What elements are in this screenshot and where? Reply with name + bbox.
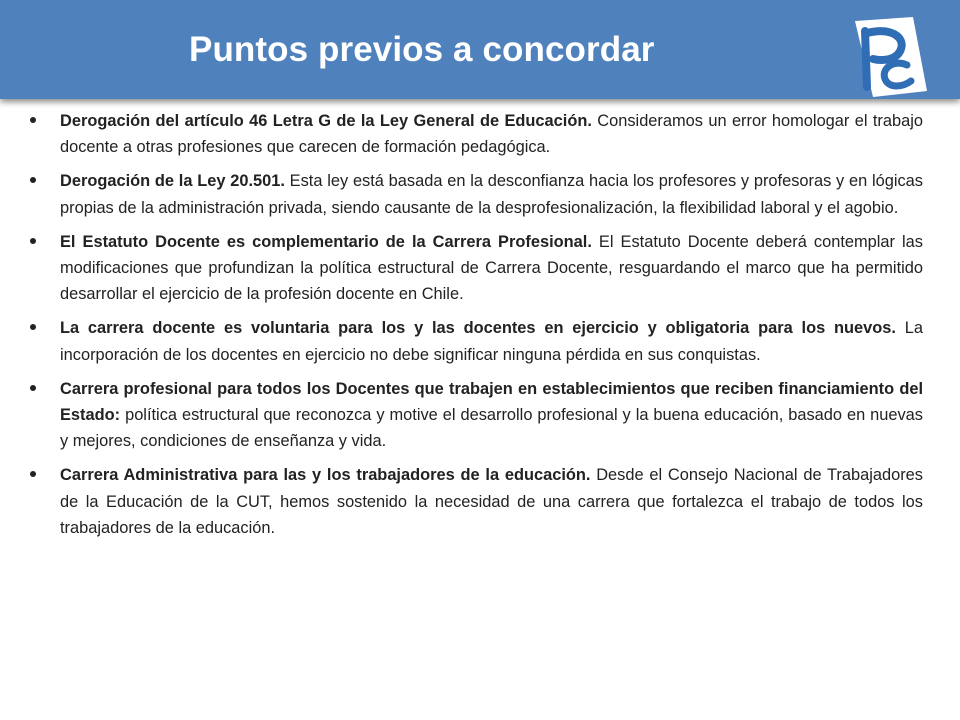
bullet-item — [30, 315, 923, 367]
pdc-logo-icon — [851, 15, 931, 99]
bullet-dot — [30, 324, 36, 330]
bullet-heading: Derogación de la Ley 20.501. — [60, 172, 285, 191]
bullet-item — [30, 376, 923, 455]
bullet-heading: El Estatuto Docente es complementario de la Carrera Profesional. — [60, 232, 592, 251]
bullet-heading: Carrera Administrativa para las y los trabajadores de la educación. — [60, 466, 591, 485]
bullet-text: Consideramos un error homologar el trabajo docente a otras profesiones que carecen de formación pedagógica. — [60, 112, 923, 157]
bullet-item — [30, 229, 923, 308]
bullet-dot — [30, 385, 36, 391]
bullet-text: La incorporación de los docentes en ejercicio no debe significar ninguna pérdida en sus conquistas. — [60, 319, 923, 364]
bullet-dot — [30, 471, 36, 477]
bullet-dot — [30, 177, 36, 183]
bullet-list — [30, 108, 923, 549]
bullet-heading: Carrera profesional para todos los Docentes que trabajen en establecimientos que reciben financiamiento del Estado: — [60, 379, 923, 425]
bullet-text: Esta ley está basada en la desconfianza hacia los profesores y profesoras y en lógicas propias de la administración privada, siendo causante de la desprofesionalización, la flexibilidad laboral y el agobio. — [60, 172, 923, 217]
bullet-text: política estructural que reconozca y motive el desarrollo profesional y la buena educación, basado en nuevas y mejores, condiciones de enseñanza y vida. — [60, 406, 923, 451]
bullet-item — [30, 462, 923, 541]
bullet-item — [30, 168, 923, 220]
bullet-item — [30, 108, 923, 160]
title-bar — [0, 0, 960, 99]
bullet-text: El Estatuto Docente deberá contemplar las modificaciones que profundizan la política estructural de Carrera Docente, resguardando el marco que ha permitido desarrollar el ejercicio de la profesión docente en Chile. — [60, 232, 923, 304]
bullet-dot — [30, 238, 36, 244]
bullet-heading: Derogación del artículo 46 Letra G de la Ley General de Educación. — [60, 112, 592, 130]
slide-title: Puntos previos a concordar — [189, 30, 655, 69]
bullet-text: Desde el Consejo Nacional de Trabajadores de la Educación de la CUT, hemos sostenido la necesidad de una carrera que fortalezca el trabajo de todos los trabajadores de la educación. — [60, 466, 923, 537]
bullet-heading: La carrera docente es voluntaria para los y las docentes en ejercicio y obligatoria para los nuevos. — [60, 319, 896, 338]
bullet-dot — [30, 117, 36, 123]
